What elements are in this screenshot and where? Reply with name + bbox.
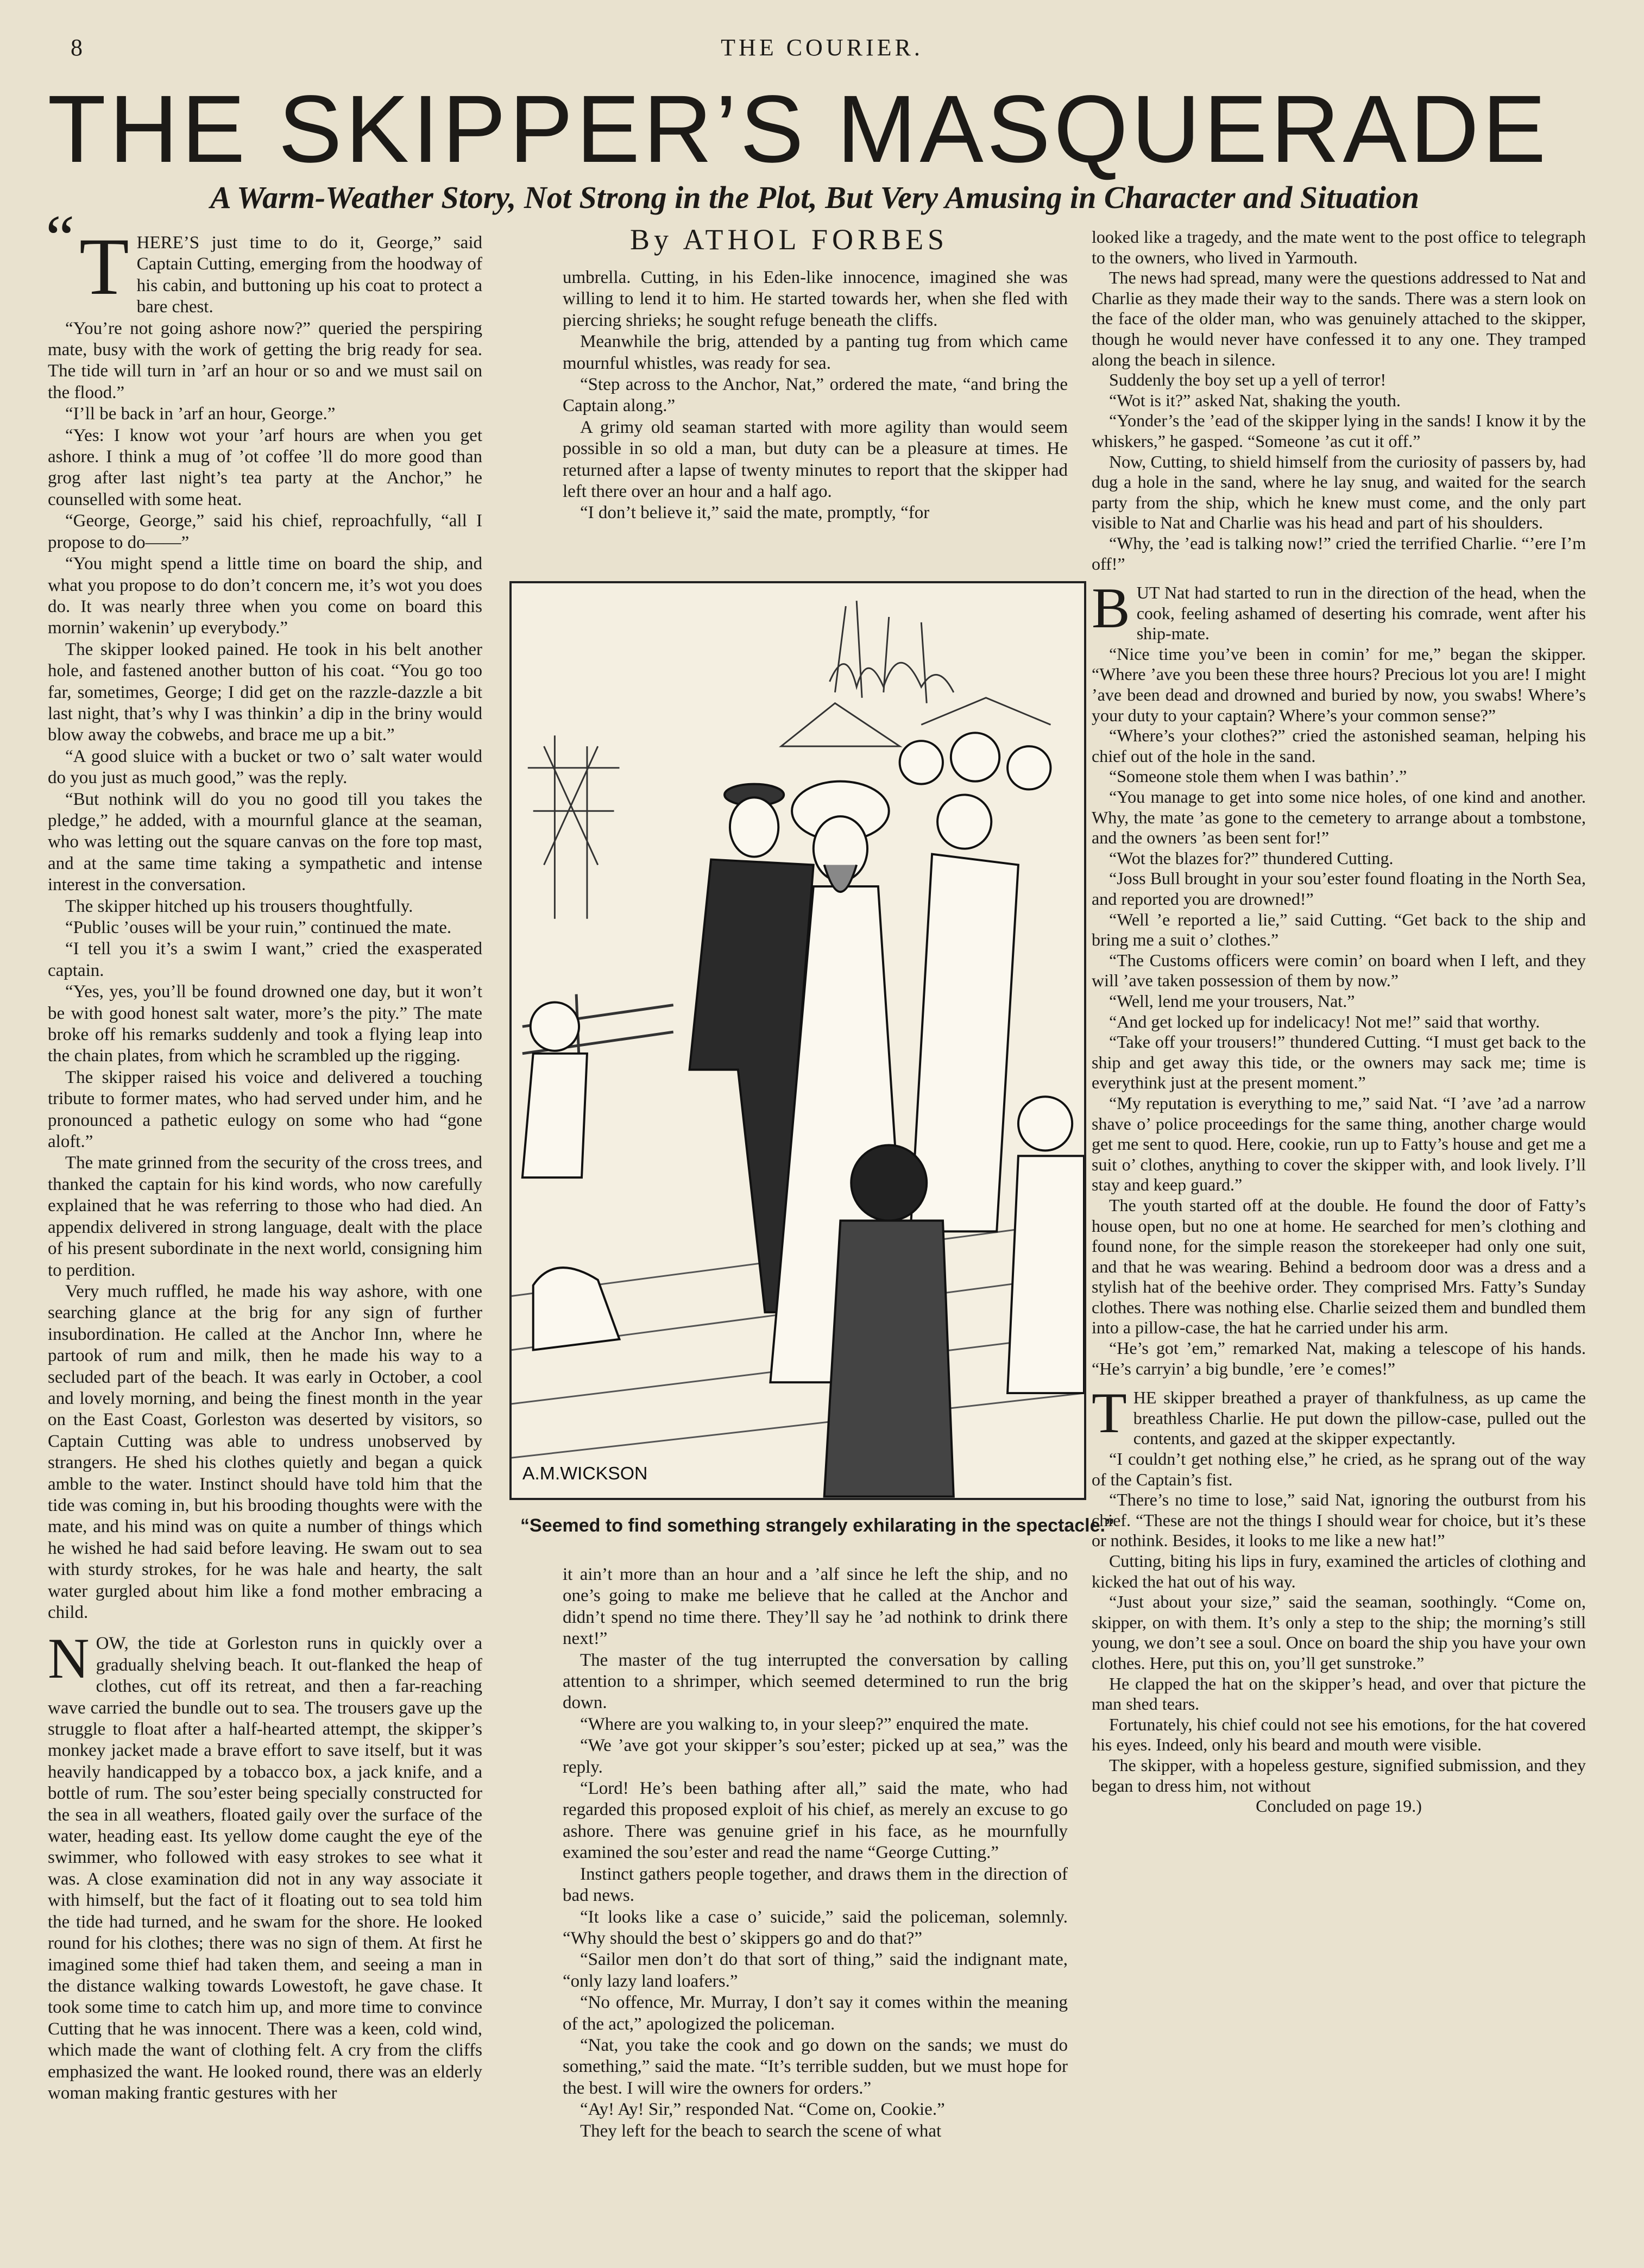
- byline: By ATHOL FORBES: [630, 223, 949, 256]
- article-subtitle: A Warm-Weather Story, Not Strong in the Plot, But Very Amusing in Character and Situation: [210, 180, 1420, 215]
- paragraph: “Yes: I know wot your ’arf hours are when you get ashore. I think a mug of ’ot coffee ’ll do more good than grog after last night’s tea party at the Anchor,” he counselled with some heat.: [48, 425, 482, 509]
- paragraph: The mate grinned from the security of the cross trees, and thanked the captain for his kind words, who now carefully explained that he was referring to those who had died. An appendix delivered in strong language, dealt with the place of his present subordinate in the next world, consigning him to perdition.: [48, 1153, 482, 1280]
- paragraph: “Step across to the Anchor, Nat,” ordered the mate, “and bring the Captain along.”: [563, 375, 1068, 416]
- paragraph: “Public ’ouses will be your ruin,” continued the mate.: [65, 918, 452, 937]
- paragraph: “My reputation is everything to me,” said Nat. “I ’ave ’ad a narrow shave o’ police proceedings for the same thing, another charge would get me sent to quod. Here, cookie, run up to Fatty’s house and get me a suit o’ clothes, anything to cover the skipper with, and look lively. I’ll stay and keep guard.”: [1092, 1093, 1586, 1195]
- paragraph: “I couldn’t get nothing else,” he cried, as he sprang out of the way of the Captain’s fist.: [1092, 1449, 1586, 1489]
- paragraph: The skipper raised his voice and delivered a touching tribute to former mates, who had served under him, and he pronounced a pathetic eulogy on some who had “gone aloft.”: [48, 1067, 482, 1152]
- drop-cap: B: [1092, 576, 1130, 640]
- illustration: [509, 581, 1086, 1500]
- paragraph: The youth started off at the double. He found the door of Fatty’s house open, but no one at home. He searched for men’s clothing and found none, for the simple reason the storekeeper had only one suit, and that he was wearing. Behind a bedroom door was a dress and a stylish hat of the beehive order. They comprised Mrs. Fatty’s Sunday clothes. There was nothing else. Charlie seized them and bundled them into a pillow-case, the hat he carried under his arm.: [1092, 1195, 1586, 1338]
- paragraph: He clapped the hat on the skipper’s head, and over that picture the man shed tears.: [1092, 1673, 1586, 1714]
- paragraph: Now, Cutting, to shield himself from the curiosity of passers by, had dug a hole in the sand, where he lay snug, and waited for the search party from the ship, which he knew must come, and the only part visible to Nat and Charlie was his head and part of his shoulders.: [1092, 451, 1586, 533]
- column-2-bottom: [563, 1564, 1068, 2142]
- paragraph: “Take off your trousers!” thundered Cutting. “I must get back to the ship and get away this tide, or the owners may sack me; time is everythink just at the present moment.”: [1092, 1032, 1586, 1093]
- paragraph: Instinct gathers people together, and draws them in the direction of bad news.: [563, 1864, 1068, 1906]
- paragraph: Meanwhile the brig, attended by a panting tug from which came mournful whistles, was ready for sea.: [563, 332, 1068, 373]
- paragraph: “Nice time you’ve been in comin’ for me,” began the skipper. “Where ’ave you been these three hours? Precious lot you are! I might ’ave been dead and drowned and buried by now, you swabs! Where’s your duty to your captain? Where’s your common sense?”: [1092, 644, 1586, 725]
- paragraph: Very much ruffled, he made his way ashore, with one searching glance at the brig for any sign of further insubordination. He called at the Anchor Inn, where he partook of rum and milk, then he made his way to a secluded part of the beach. It was early in October, a cool and lovely morning, and being the finest month in the year on the East Coast, Gorleston was deserted by visitors, so Captain Cutting was able to undress unobserved by strangers. He shed his clothes quietly and began a quick amble to the water. Instinct should have told him that the tide was coming in, but his brooding thoughts were with the mate, and his mind was on quite a number of things which he wished he had said before leaving. He swam out to sea with sturdy strokes, for he was hale and hearty, the salt water gurgled about him like a fond mother embracing a child.: [48, 1281, 482, 1622]
- drop-cap: N: [48, 1627, 90, 1691]
- paragraph: “I don’t believe it,” said the mate, promptly, “for: [580, 503, 930, 523]
- paragraph: “You might spend a little time on board the ship, and what you propose to do don’t concern me, it’s wot you does do. It was nearly three when you come on board this mornin’ wakenin’ up everybody.”: [48, 554, 482, 638]
- paragraph: Suddenly the boy set up a yell of terror!: [1109, 370, 1387, 390]
- drop-cap: T: [79, 222, 129, 312]
- paragraph: “Wot the blazes for?” thundered Cutting.: [1109, 848, 1394, 868]
- paragraph: it ain’t more than an hour and a ’alf since he left the ship, and no one’s going to make me believe that he called at the Anchor and didn’t spend no time there. They’ll say he ’ad nothink to drink there next!”: [563, 1565, 1068, 1649]
- paragraph: N OW, the tide at Gorleston runs in quickly over a gradually shelving beach. It out-flanked the heap of clothes, cut off its retreat, and then a far-reaching wave carried the bundle out to sea. The trousers gave up the struggle to float after a half-hearted attempt, the skipper’s monkey jacket made a brave effort to save itself, but it was heavily handicapped by a tobacco box, a jack knife, and a bottle of rum. The sou’ester being specially constructed for the sea in all weathers, floated gaily over the surface of the water, heading east. Its yellow dome caught the eye of the swimmer, who followed with easy strokes to see what it was. A close examination did not in any way associate it with himself, but the fact of it floating out to sea told him the tide had turned, and he swam for the shore. He looked round for his clothes; there was no sign of them. At first he imagined some thief had taken them, and seeing a man in the distance walking towards Lowestoft, he gave chase. It took some time to catch him up, and more time to convince Cutting that he was innocent. There was a keen, cold wind, which made the want of clothing felt. A cry from the cliffs emphasized the want. He looked round, there was an elderly woman making frantic gestures with her: [48, 1627, 482, 2103]
- drop-cap: T: [1092, 1381, 1127, 1445]
- open-quote-glyph: “: [46, 201, 75, 274]
- page-number: 8: [71, 34, 83, 61]
- paragraph: “A good sluice with a bucket or two o’ salt water would do you just as much good,” was the reply.: [48, 746, 482, 788]
- paragraph: “I tell you it’s a swim I want,” cried the exasperated captain.: [48, 939, 482, 980]
- column-1: [46, 201, 483, 2104]
- paragraph: Fortunately, his chief could not see his emotions, for the hat covered his eyes. Indeed, only his beard and mouth were visible.: [1092, 1714, 1586, 1755]
- paragraph: “George, George,” said his chief, reproachfully, “all I propose to do——”: [48, 511, 482, 552]
- paragraph: B UT Nat had started to run in the direction of the head, when the cook, feeling ashamed of deserting his comrade, went after his ship-mate.: [1092, 576, 1586, 644]
- paragraph: “Well, lend me your trousers, Nat.”: [1109, 991, 1355, 1011]
- paragraph: “He’s got ’em,” remarked Nat, making a telescope of his hands. “He’s carryin’ a big bundle, ’ere ’e comes!”: [1092, 1338, 1586, 1378]
- paragraph: umbrella. Cutting, in his Eden-like innocence, imagined she was willing to lend it to him. He started towards her, when she fled with piercing shrieks; he sought refuge beneath the cliffs.: [563, 268, 1068, 330]
- article-title: THE SKIPPER’S MASQUERADE: [47, 76, 1549, 182]
- paragraph: “Just about your size,” said the seaman, soothingly. “Come on, skipper, on with them. It’s only a step to the ship; the morning’s still young, we don’t see a soul. Once on board the ship you have your own clothes. Here, put this on, you’ll get sunstroke.”: [1092, 1592, 1586, 1673]
- paragraph: “Why, the ’ead is talking now!” cried the terrified Charlie. “’ere I’m off!”: [1092, 533, 1586, 574]
- paragraph: “You manage to get into some nice holes, of one kind and another. Why, the mate ’as gone to the cemetery to arrange about a tombstone, and the owners ’as been sent for!”: [1092, 787, 1586, 848]
- paragraph: T HE skipper breathed a prayer of thankfulness, as up came the breathless Charlie. He put down the pillow-case, pulled out the contents, and gazed at the skipper expectantly.: [1092, 1381, 1586, 1448]
- paragraph: “I’ll be back in ’arf an hour, George.”: [65, 404, 336, 424]
- paragraph: “There’s no time to lose,” said Nat, ignoring the outburst from his chief. “These are not the things I should wear for choice, but it’s these or nothink. Besides, it looks to me like a new hat!”: [1092, 1490, 1586, 1551]
- paragraph: The skipper, with a hopeless gesture, signified submission, and they began to dress him, not without: [1092, 1755, 1586, 1796]
- paragraph: “Wot is it?” asked Nat, shaking the youth.: [1109, 390, 1401, 410]
- paragraph: The master of the tug interrupted the conversation by calling attention to a shrimper, which seemed determined to run the brig down.: [563, 1650, 1068, 1713]
- paragraph: They left for the beach to search the scene of what: [580, 2121, 942, 2141]
- paragraph: “The Customs officers were comin’ on board when I left, and they will ’ave taken possession of them by now.”: [1092, 950, 1586, 991]
- artist-signature: A.M.WICKSON: [522, 1463, 648, 1484]
- paragraph: “Well ’e reported a lie,” said Cutting. “Get back to the ship and bring me a suit o’ clothes.”: [1092, 909, 1586, 950]
- paragraph: “You’re not going ashore now?” queried the perspiring mate, busy with the work of getting the brig ready for sea. The tide will turn in ’arf an hour or so and we must sail on the flood.”: [48, 318, 482, 402]
- paragraph: “It looks like a case o’ suicide,” said the policeman, solemnly. “Why should the best o’ skippers go and do that?”: [563, 1907, 1068, 1948]
- paragraph: “Someone stole them when I was bathin’.”: [1109, 766, 1407, 786]
- paragraph: “We ’ave got your skipper’s sou’ester; picked up at sea,” was the reply.: [563, 1736, 1068, 1777]
- running-header: THE COURIER.: [721, 34, 923, 61]
- paragraph: The news had spread, many were the questions addressed to Nat and Charlie as they made their way to the sands. There was a stern look on the face of the older man, who was genuinely attached to the skipper, though he would never have confessed it to any one. They tramped along the beach in silence.: [1092, 268, 1586, 369]
- paragraph: looked like a tragedy, and the mate went to the post office to telegraph to the owners, who lived in Yarmouth.: [1092, 227, 1586, 267]
- paragraph: “Lord! He’s been bathing after all,” said the mate, who had regarded this proposed exploit of his chief, as merely an excuse to go ashore. There was genuine grief in his face, as he mournfully examined the sou’ester and read the name “George Cutting.”: [563, 1779, 1068, 1863]
- continued-note: Concluded on page 19.): [1256, 1796, 1422, 1816]
- paragraph: “Where are you walking to, in your sleep?” enquired the mate.: [580, 1714, 1029, 1734]
- paragraph: Cutting, biting his lips in fury, examined the articles of clothing and kicked the hat out of his way.: [1092, 1551, 1586, 1591]
- paragraph: A grimy old seaman started with more agility than would seem possible in so old a man, but duty can be a pleasure at times. He returned after a lapse of twenty minutes to report that the skipper had left there over an hour and a half ago.: [563, 417, 1068, 502]
- paragraph: “But nothink will do you no good till you takes the pledge,” he added, with a mournful glance at the seaman, who was letting out the square canvas on the fore top mast, and at the same time taking a sympathetic and intense interest in the conversation.: [48, 789, 482, 895]
- paragraph: “Nat, you take the cook and go down on the sands; we must do something,” said the mate. “It’s terrible sudden, but we must hope for the best. I will wire the owners for orders.”: [563, 2035, 1068, 2098]
- paragraph: “Yonder’s the ’ead of the skipper lying in the sands! I know it by the whiskers,” he gasped. “Someone ’as cut it off.”: [1092, 411, 1586, 451]
- beach-scene-illustration: [512, 583, 1084, 1498]
- paragraph: “Joss Bull brought in your sou’ester found floating in the North Sea, and reported you are drowned!”: [1092, 868, 1586, 909]
- paragraph: “And get locked up for indelicacy! Not me!” said that worthy.: [1109, 1011, 1540, 1031]
- paragraph: The skipper hitched up his trousers thoughtfully.: [65, 896, 413, 916]
- paragraph: “Sailor men don’t do that sort of thing,” said the indignant mate, “only lazy land loafers.”: [563, 1950, 1068, 1991]
- paragraph: “Ay! Ay! Sir,” responded Nat. “Come on, Cookie.”: [580, 2100, 945, 2120]
- illustration-caption: “Seemed to find something strangely exhilarating in the spectacle.”: [520, 1515, 1114, 1536]
- paragraph: The skipper looked pained. He took in his belt another hole, and fastened another button of his coat. “You go too far, sometimes, George; I did get on the razzle-dazzle a bit last night, that’s why I was thinkin’ a dip in the briny would blow away the cobwebs, and brace me up a bit.”: [48, 639, 482, 745]
- column-2-top: [563, 267, 1068, 524]
- paragraph: “Yes, yes, you’ll be found drowned one day, but it won’t be with good honest salt water, more’s the pity.” The mate broke off his remarks suddenly and took a flying leap into the chain plates, from which he scrambled up the rigging.: [48, 982, 482, 1066]
- paragraph: “Where’s your clothes?” cried the astonished seaman, helping his chief out of the hole in the sand.: [1092, 726, 1586, 766]
- paragraph: “No offence, Mr. Murray, I don’t say it comes within the meaning of the act,” apologized the policeman.: [563, 1993, 1068, 2034]
- paragraph: “ T HERE’S just time to do it, George,” said Captain Cutting, emerging from the hoodway of his cabin, and buttoning up his coat to protect a bare chest.: [46, 201, 483, 317]
- column-3: [1092, 227, 1586, 1817]
